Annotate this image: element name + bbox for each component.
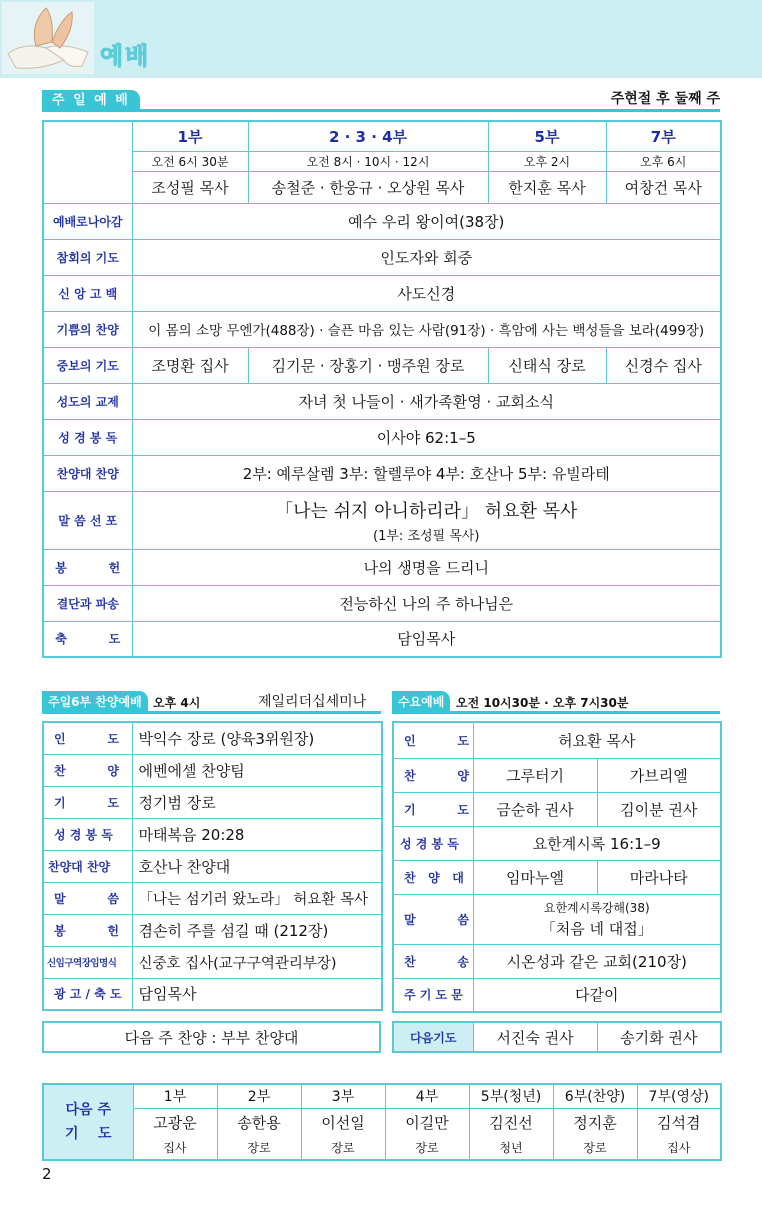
order-row	[393, 758, 721, 792]
order-value: 조명환 집사	[132, 347, 248, 383]
order-row	[43, 203, 721, 239]
order-row	[43, 549, 721, 585]
order-value: 이사야 62:1–5	[132, 419, 721, 455]
order-label: 말 씀 선 포	[43, 491, 132, 549]
next-week-title: 장로	[301, 1136, 385, 1160]
sunday-tag-underline	[42, 109, 720, 112]
next-week-part: 6부(찬양)	[553, 1084, 637, 1108]
next-week-prayer-table	[42, 1083, 722, 1161]
order-row	[393, 944, 721, 978]
order-label: 말 씀	[393, 894, 473, 944]
service-part: 7부	[606, 121, 721, 151]
wednesday-service-table	[392, 721, 722, 1013]
order-value: 임마누엘	[473, 860, 597, 894]
next-prayer-name: 서진숙 권사	[473, 1022, 597, 1052]
sunday-service-table	[42, 120, 722, 658]
order-label: 신임구역장임명식	[43, 946, 132, 978]
service-leaders-row	[43, 171, 721, 203]
sixth-service-subtitle: 제일리더십세미나	[258, 694, 367, 710]
order-value: 겸손히 주를 섬길 때 (212장)	[132, 914, 382, 946]
order-label: 결단과 파송	[43, 585, 132, 621]
next-week-name: 이길만	[385, 1108, 469, 1136]
order-label: 찬양대 찬양	[43, 455, 132, 491]
service-time: 오후 2시	[488, 151, 606, 171]
order-row	[393, 826, 721, 860]
next-week-part: 1부	[133, 1084, 217, 1108]
wednesday-tag-underline	[392, 711, 720, 714]
order-label: 광 고 / 축 도	[43, 978, 132, 1010]
service-times-row	[43, 151, 721, 171]
order-value: 허요환 목사	[473, 722, 721, 758]
order-value: 시온성과 같은 교회(210장)	[473, 944, 721, 978]
next-week-title: 집사	[133, 1136, 217, 1160]
order-label: 찬 송	[393, 944, 473, 978]
order-row	[393, 894, 721, 944]
order-label: 찬 양 대	[393, 860, 473, 894]
next-week-title: 청년	[469, 1136, 553, 1160]
order-row	[43, 722, 382, 754]
order-row	[43, 585, 721, 621]
order-row	[43, 383, 721, 419]
order-label: 주 기 도 문	[393, 978, 473, 1012]
order-label: 봉 헌	[43, 914, 132, 946]
order-value: 신경수 집사	[606, 347, 721, 383]
order-label: 신 앙 고 백	[43, 275, 132, 311]
order-row	[43, 850, 382, 882]
order-label: 예배로나아감	[43, 203, 132, 239]
order-label: 성 경 봉 독	[43, 419, 132, 455]
order-value: 그루터기	[473, 758, 597, 792]
order-row	[43, 311, 721, 347]
sixth-service-tag: 주일6부 찬양예배	[42, 691, 148, 713]
sermon-cell	[473, 894, 721, 944]
sermon-note: (1부: 조성필 목사)	[373, 528, 480, 544]
order-label: 축 도	[43, 621, 132, 657]
sixth-tag-underline	[42, 711, 381, 714]
blank-corner	[43, 121, 132, 203]
next-week-name: 김석겸	[637, 1108, 721, 1136]
sunday-service-tag: 주 일 예 배	[42, 90, 140, 112]
order-label: 성도의 교제	[43, 383, 132, 419]
order-value: 가브리엘	[597, 758, 721, 792]
order-value: 김이분 권사	[597, 792, 721, 826]
order-row	[393, 860, 721, 894]
order-row	[43, 239, 721, 275]
next-week-name: 이선일	[301, 1108, 385, 1136]
order-value: 호산나 찬양대	[132, 850, 382, 882]
order-row	[43, 914, 382, 946]
order-label: 인 도	[43, 722, 132, 754]
order-label: 말 씀	[43, 882, 132, 914]
sermon-title: 「나는 쉬지 아니하리라」 허요환 목사	[275, 500, 578, 522]
order-value: 나의 생명을 드리니	[132, 549, 721, 585]
service-parts-row	[43, 121, 721, 151]
order-label: 봉 헌	[43, 549, 132, 585]
next-week-part: 4부	[385, 1084, 469, 1108]
next-week-title: 집사	[637, 1136, 721, 1160]
next-prayer-label: 다음기도	[393, 1022, 473, 1052]
next-week-parts-row	[43, 1084, 721, 1108]
service-time: 오전 8시 · 10시 · 12시	[248, 151, 488, 171]
order-label: 기 도	[43, 786, 132, 818]
service-part: 2 · 3 · 4부	[248, 121, 488, 151]
order-value: 박익수 장로 (양육3위원장)	[132, 722, 382, 754]
sermon-series: 요한계시록강해(38)	[543, 901, 650, 915]
next-week-name: 김진선	[469, 1108, 553, 1136]
order-value: 마태복음 20:28	[132, 818, 382, 850]
order-label: 성 경 봉 독	[393, 826, 473, 860]
order-label: 성 경 봉 독	[43, 818, 132, 850]
next-praise-box	[42, 1021, 381, 1053]
next-week-part: 2부	[217, 1084, 301, 1108]
order-row	[43, 882, 382, 914]
order-row	[43, 978, 382, 1010]
order-value: 마라나타	[597, 860, 721, 894]
service-leader: 조성필 목사	[132, 171, 248, 203]
next-week-title: 장로	[217, 1136, 301, 1160]
next-week-name: 송한용	[217, 1108, 301, 1136]
order-value: 「나는 섬기러 왔노라」 허요환 목사	[132, 882, 382, 914]
order-value: 예수 우리 왕이여(38장)	[132, 203, 721, 239]
order-label: 찬 양	[393, 758, 473, 792]
order-value: 요한계시록 16:1–9	[473, 826, 721, 860]
order-value: 김기문 · 장홍기 · 맹주원 장로	[248, 347, 488, 383]
sixth-service-table	[42, 721, 383, 1011]
next-week-part: 7부(영상)	[637, 1084, 721, 1108]
wednesday-service-time: 오전 10시30분 · 오후 7시30분	[456, 696, 629, 710]
page-number: 2	[42, 1165, 52, 1183]
next-week-label-line1: 다음 주	[65, 1102, 111, 1118]
service-part: 5부	[488, 121, 606, 151]
order-row	[43, 754, 382, 786]
order-row	[43, 419, 721, 455]
order-label: 찬 양	[43, 754, 132, 786]
order-value: 신태식 장로	[488, 347, 606, 383]
next-week-part: 3부	[301, 1084, 385, 1108]
order-row	[43, 621, 721, 657]
next-week-name: 정지훈	[553, 1108, 637, 1136]
next-praise-text: 다음 주 찬양 : 부부 찬양대	[43, 1022, 380, 1052]
order-value: 2부: 예루살렘 3부: 할렐루야 4부: 호산나 5부: 유빌라테	[132, 455, 721, 491]
order-value: 신중호 집사(교구구역관리부장)	[132, 946, 382, 978]
liturgical-season: 주현절 후 둘째 주	[610, 91, 720, 107]
order-value: 자녀 첫 나들이 · 새가족환영 · 교회소식	[132, 383, 721, 419]
order-row	[43, 946, 382, 978]
order-row	[43, 275, 721, 311]
order-value: 에벤에셀 찬양팀	[132, 754, 382, 786]
sermon-title: 「처음 네 대접」	[540, 920, 653, 938]
order-row	[393, 792, 721, 826]
next-prayer-box	[392, 1021, 722, 1053]
order-value: 담임목사	[132, 621, 721, 657]
sermon-cell	[132, 491, 721, 549]
service-time: 오후 6시	[606, 151, 721, 171]
sixth-service-time: 오후 4시	[153, 696, 201, 710]
order-value: 전능하신 나의 주 하나님은	[132, 585, 721, 621]
page-title: 예배	[100, 42, 151, 70]
order-row	[43, 818, 382, 850]
next-week-titles-row	[43, 1136, 721, 1160]
next-week-names-row	[43, 1108, 721, 1136]
order-row	[393, 978, 721, 1012]
service-time: 오전 6시 30분	[132, 151, 248, 171]
order-row	[43, 491, 721, 549]
order-label: 중보의 기도	[43, 347, 132, 383]
order-row	[43, 786, 382, 818]
praying-hands-image	[2, 2, 94, 74]
service-part: 1부	[132, 121, 248, 151]
next-week-title: 장로	[553, 1136, 637, 1160]
next-week-name: 고광운	[133, 1108, 217, 1136]
order-value: 이 몸의 소망 무엔가(488장) · 슬픈 마음 있는 사람(91장) · 흑암에 사는 백성들을 보라(499장)	[132, 311, 721, 347]
service-leader: 여창건 목사	[606, 171, 721, 203]
next-week-label-line2: 기 도	[64, 1126, 112, 1142]
next-week-label	[43, 1084, 133, 1160]
order-value: 인도자와 회중	[132, 239, 721, 275]
service-leader: 한지훈 목사	[488, 171, 606, 203]
order-value: 담임목사	[132, 978, 382, 1010]
order-row	[43, 455, 721, 491]
order-label: 기 도	[393, 792, 473, 826]
order-value: 금순하 권사	[473, 792, 597, 826]
order-value: 정기범 장로	[132, 786, 382, 818]
service-leader: 송철준 · 한웅규 · 오상원 목사	[248, 171, 488, 203]
order-row	[43, 347, 721, 383]
order-value: 사도신경	[132, 275, 721, 311]
order-label: 참회의 기도	[43, 239, 132, 275]
order-label: 인 도	[393, 722, 473, 758]
order-label: 기쁨의 찬양	[43, 311, 132, 347]
order-label: 찬양대 찬양	[43, 850, 132, 882]
next-prayer-name: 송기화 권사	[597, 1022, 721, 1052]
next-week-title: 장로	[385, 1136, 469, 1160]
order-value: 다같이	[473, 978, 721, 1012]
next-week-part: 5부(청년)	[469, 1084, 553, 1108]
order-row	[393, 722, 721, 758]
wednesday-service-tag: 수요예배	[392, 691, 450, 713]
